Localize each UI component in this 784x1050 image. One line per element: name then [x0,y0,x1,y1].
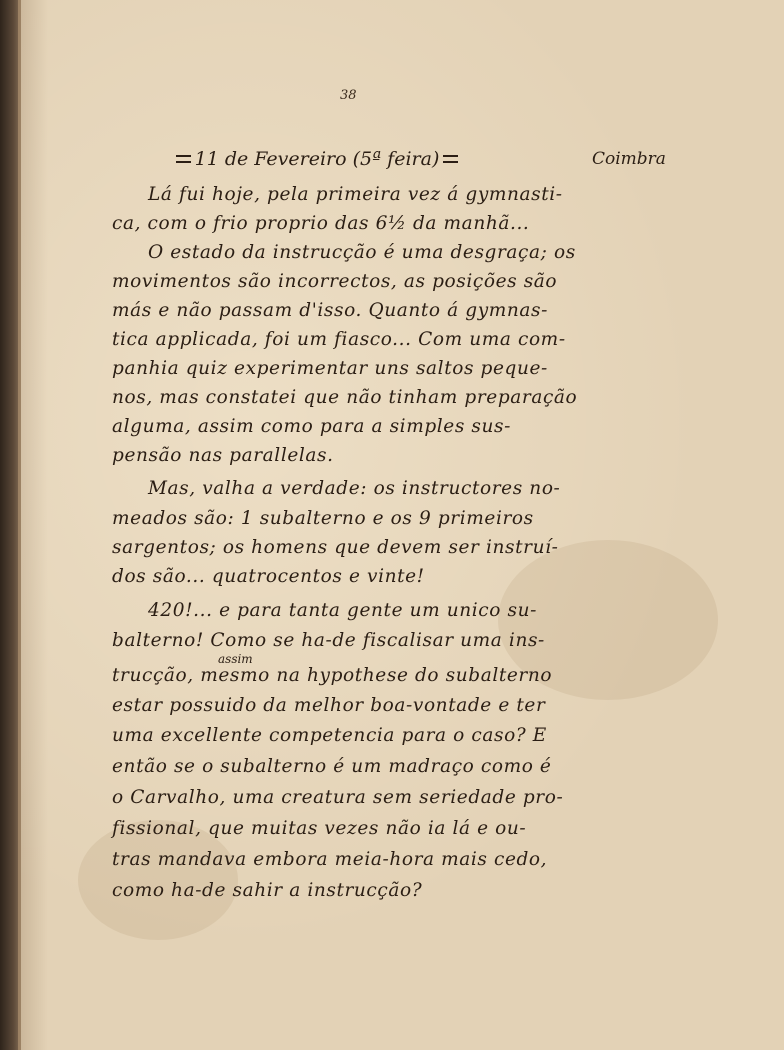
entry-date: 11 de Fevereiro (5ª feira) [194,148,440,170]
heading-rule-right [443,155,458,163]
interlinear-insertion: assim [218,652,253,666]
page-number: 38 [340,88,357,103]
text-line: então se o subalterno é um madraço como é [112,756,552,777]
text-line: trucção, mesmo na hypothese do subalterno [112,665,553,686]
text-line: tras mandava embora meia-hora mais cedo, [112,849,548,870]
text-line: Mas, valha a verdade: os instructores no- [148,478,561,499]
entry-place: Coimbra [592,149,666,169]
text-line: sargentos; os homens que devem ser instruí- [112,537,559,558]
text-line: pensão nas parallelas. [112,445,334,466]
text-line: panhia quiz experimentar uns saltos peque- [112,358,548,379]
text-line: Lá fui hoje, pela primeira vez á gymnasti- [148,184,563,205]
entry-heading [172,144,462,174]
text-line: nos, mas constatei que não tinham preparação [112,387,578,408]
text-line: o Carvalho, uma creatura sem seriedade pro- [112,787,564,808]
text-line: ca, com o frio proprio das 6½ da manhã... [112,213,530,234]
text-line: más e não passam d'isso. Quanto á gymnas- [112,300,548,321]
text-line: uma excellente competencia para o caso? E [112,725,547,746]
text-line: alguma, assim como para a simples sus- [112,416,511,437]
text-line: meados são: 1 subalterno e os 9 primeiros [112,508,534,529]
text-line: balterno! Como se ha-de fiscalisar uma ins- [112,630,545,651]
heading-rule-left [176,155,191,163]
text-line: O estado da instrucção é uma desgraça; os [148,242,576,263]
text-line: estar possuido da melhor boa-vontade e ter [112,695,546,716]
text-line: 420!... e para tanta gente um unico su- [148,600,537,621]
text-line: fissional, que muitas vezes não ia lá e ou- [112,818,527,839]
page-edge [18,0,21,1050]
text-line: movimentos são incorrectos, as posições são [112,271,558,292]
text-line: como ha-de sahir a instrucção? [112,880,423,901]
text-line: dos são... quatrocentos e vinte! [112,566,425,587]
text-line: tica applicada, foi um fiasco... Com uma com- [112,329,566,350]
